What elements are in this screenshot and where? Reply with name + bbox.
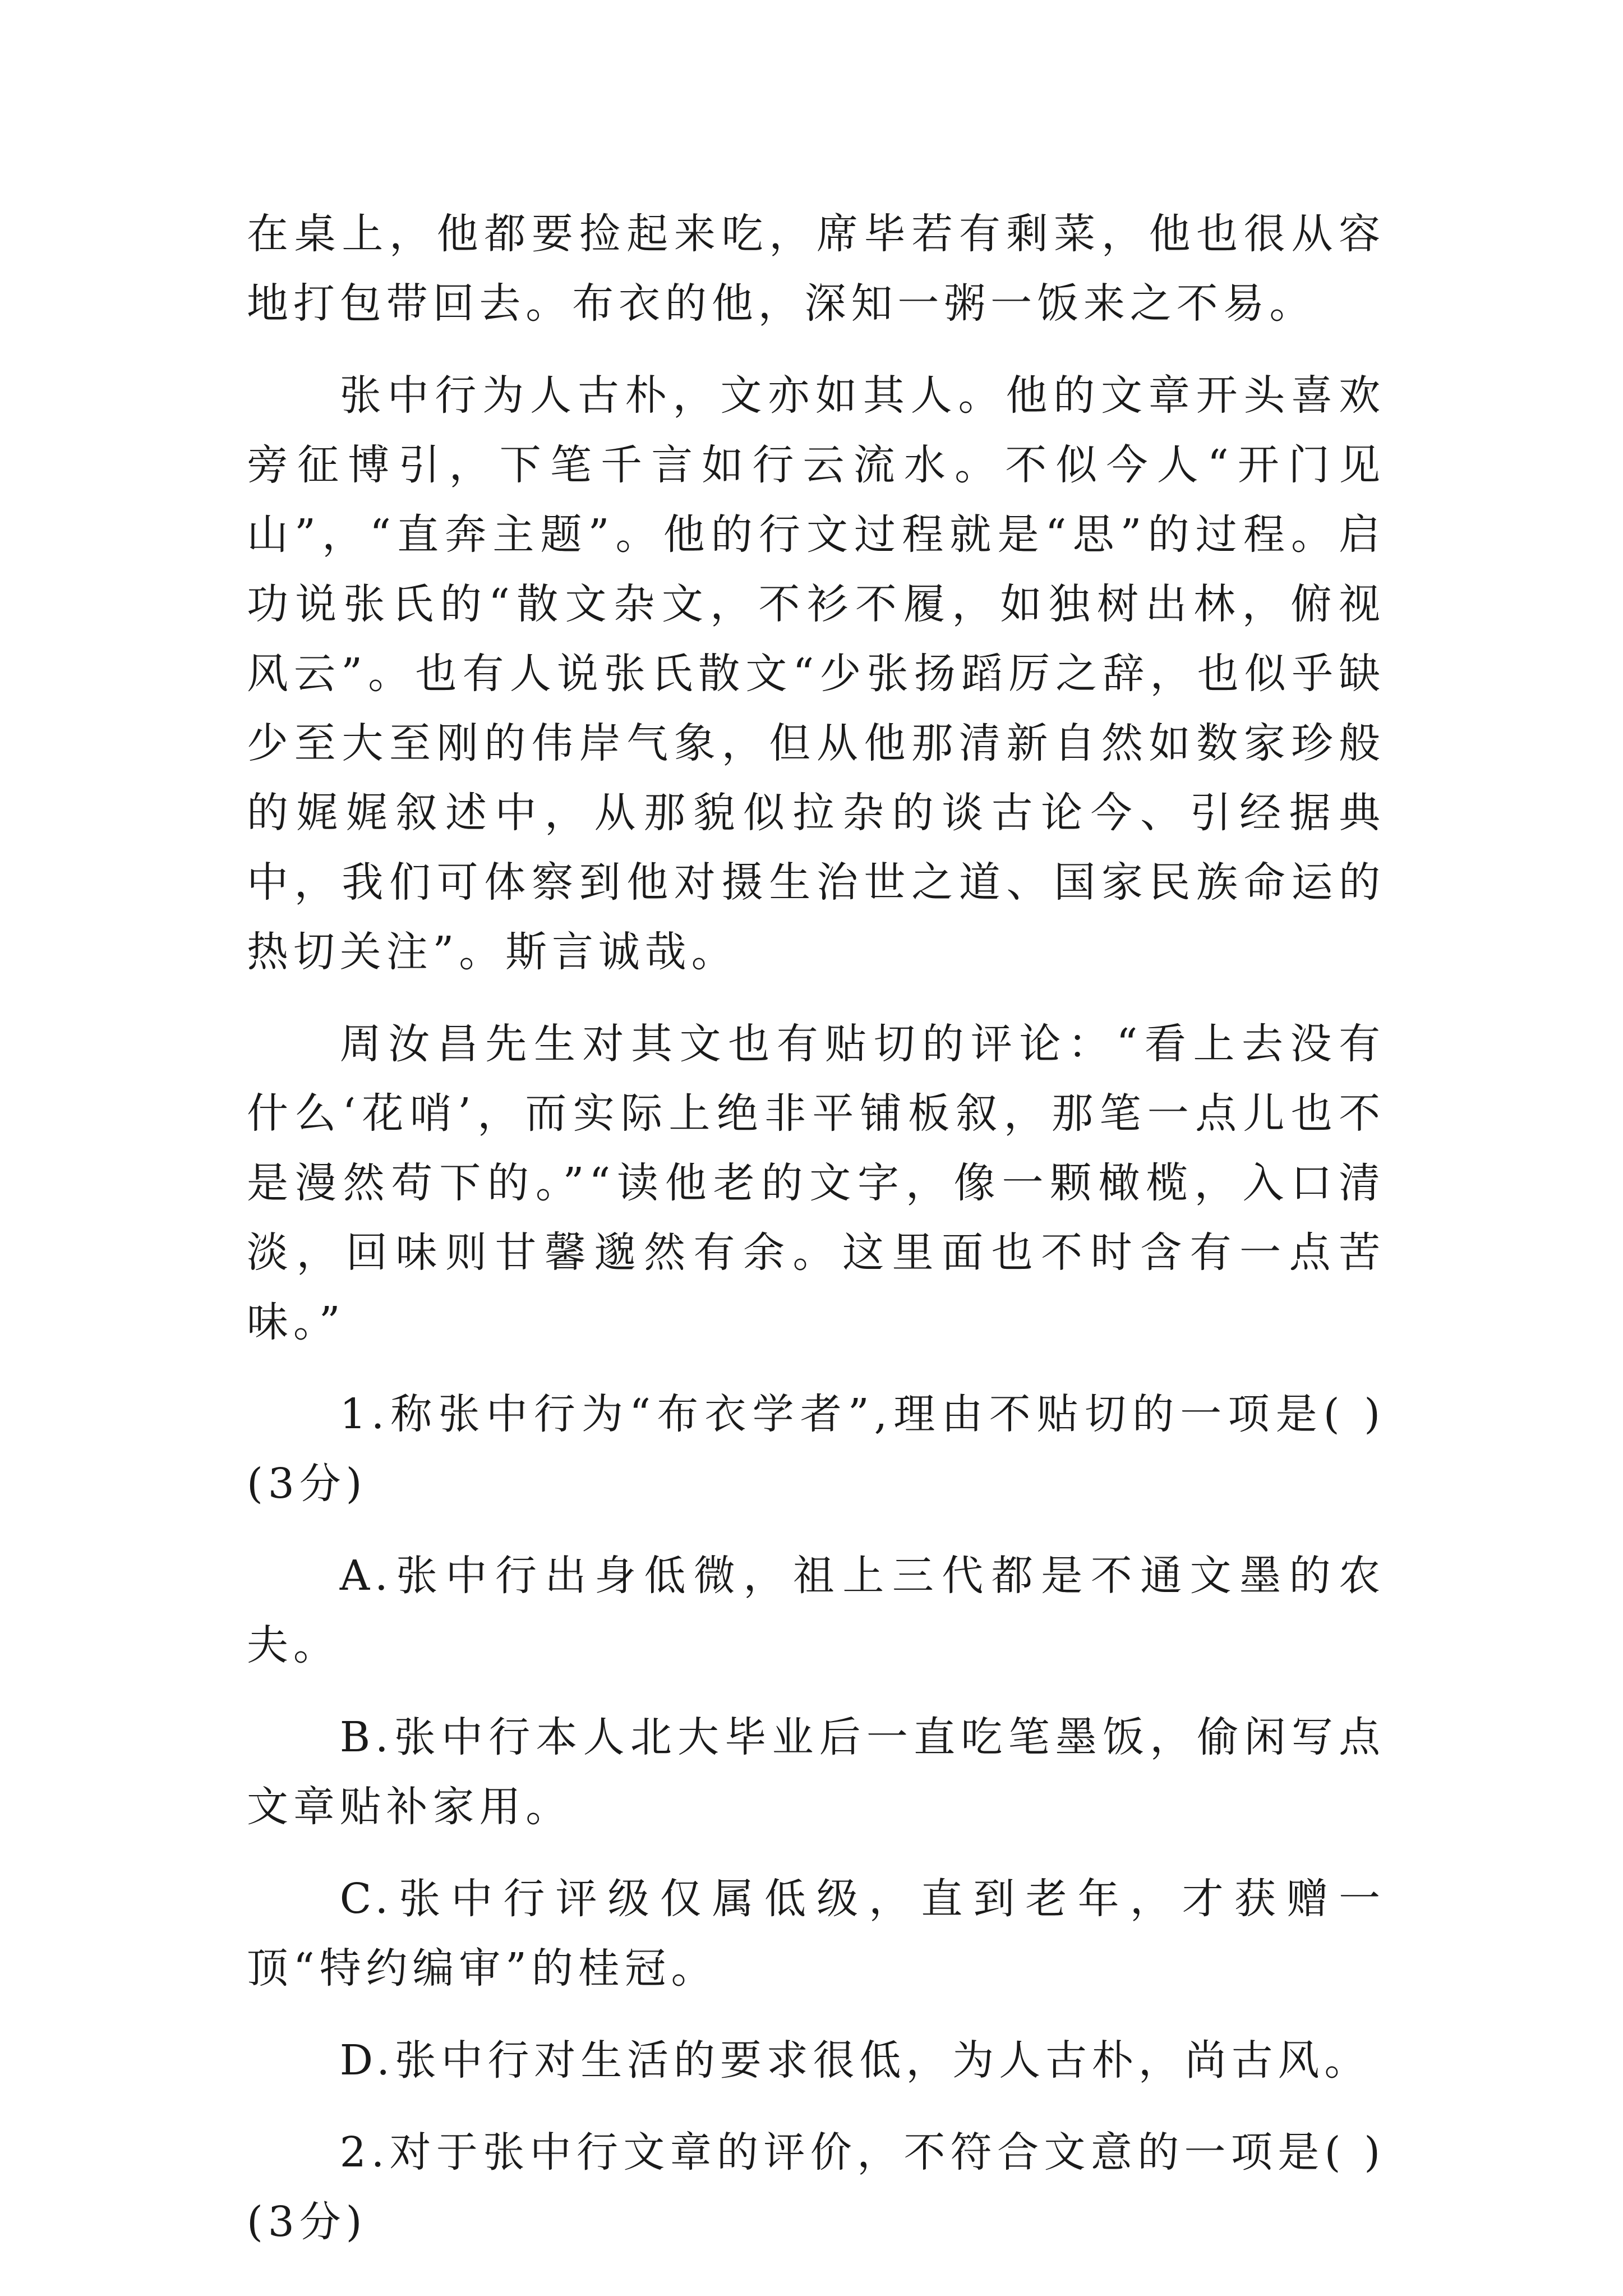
document-body	[247, 199, 1385, 2257]
question-2	[247, 2118, 1385, 2257]
paragraph-continuation: 在桌上，他都要捡起来吃，席毕若有剩菜，他也很从容地打包带回去。布衣的他，深知一粥一饭来之不易。	[247, 210, 1385, 328]
question-1-option-d: D.张中行对生活的要求很低，为人古朴，尚古风。	[339, 2036, 1371, 2085]
question-2-stem: 2.对于张中行文章的评价，不符合文意的一项是( )(3分)	[247, 2128, 1385, 2246]
paragraph-zhou-ruchang-review: 周汝昌先生对其文也有贴切的评论：“看上去没有什么‘花哨’，而实际上绝非平铺板叙，那笔一点儿也不是漫然苟下的。”“读他老的文字，像一颗橄榄，入口清淡，回味则甘馨邈然有余。这里面也不时含有一点苦味。”	[247, 1020, 1385, 1346]
question-1	[247, 1379, 1385, 2095]
question-1-option-b: B.张中行本人北大毕业后一直吃笔墨饭，偷闲写点文章贴补家用。	[247, 1713, 1385, 1831]
question-1-option-a: A.张中行出身低微，祖上三代都是不通文墨的农夫。	[247, 1552, 1385, 1669]
question-1-option-c: C.张中行评级仅属低级，直到老年，才获赠一顶“特约编审”的桂冠。	[247, 1875, 1385, 1993]
question-1-stem: 1.称张中行为“布衣学者”,理由不贴切的一项是( )(3分)	[247, 1390, 1385, 1508]
paragraph-writing-style: 张中行为人古朴，文亦如其人。他的文章开头喜欢旁征博引，下笔千言如行云流水。不似今人“开门见山”，“直奔主题”。他的行文过程就是“思”的过程。启功说张氏的“散文杂文，不衫不履，如独树出林，俯视风云”。也有人说张氏散文“少张扬蹈厉之辞，也似乎缺少至大至刚的伟岸气象，但从他那清新自然如数家珍般的娓娓叙述中，从那貌似拉杂的谈古论今、引经据典中，我们可体察到他对摄生治世之道、国家民族命运的热切关注”。斯言诚哉。	[247, 371, 1385, 976]
